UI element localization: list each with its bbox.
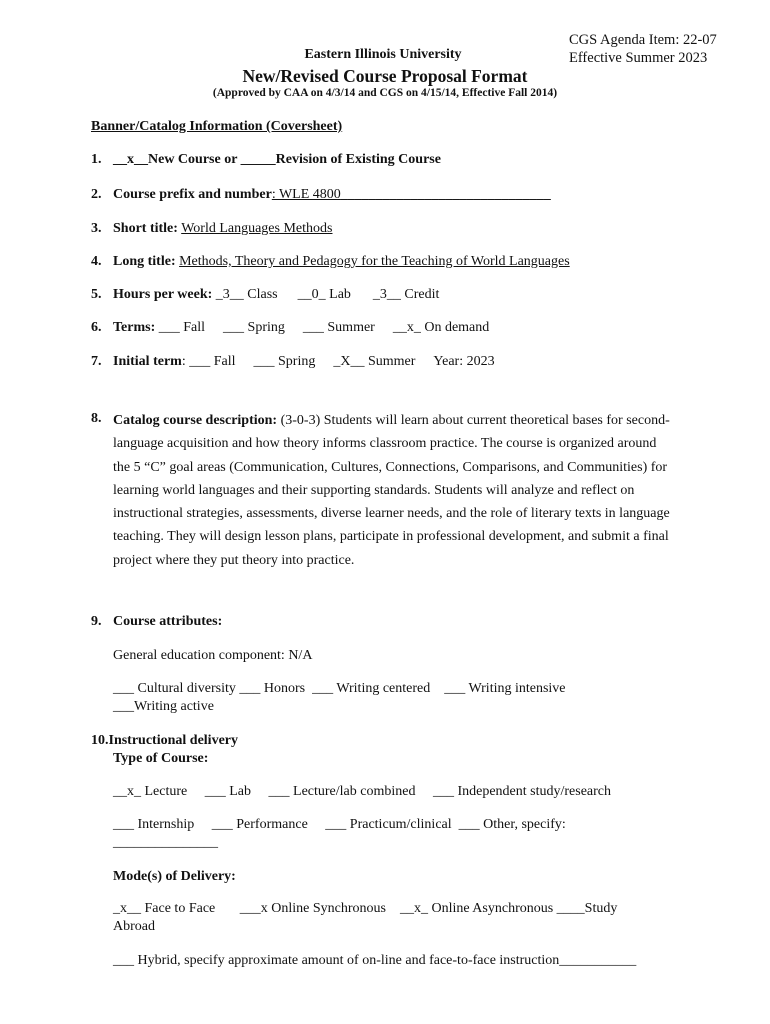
hours-credit: _3__ Credit: [372, 287, 440, 302]
approved-note: (Approved by CAA on 4/3/14 and CGS on 4/15/14, Effective Fall 2014): [212, 87, 558, 99]
item-long-title: [91, 254, 570, 270]
item-number: 1.: [91, 152, 102, 167]
item-number: 10.: [91, 733, 109, 748]
mode-of-delivery-line-1: _x__ Face to Face ___x Online Synchronous __x_ Online Asynchronous ____Study: [113, 901, 618, 916]
course-prefix-value: : WLE 4800: [271, 187, 341, 202]
item-number: 9.: [91, 614, 102, 629]
long-title-value: Methods, Theory and Pedagogy for the Teaching of World Languages: [179, 254, 570, 269]
terms-on-demand: __x_ On demand: [392, 320, 490, 335]
terms-spring: ___ Spring: [223, 320, 285, 335]
item-initial-term: [91, 354, 495, 370]
item-number: 5.: [91, 287, 102, 302]
terms-fall: ___ Fall: [158, 320, 206, 335]
item-hours-per-week: [91, 287, 439, 303]
type-of-course-line-1: __x_ Lecture ___ Lab ___ Lecture/lab combined ___ Independent study/research: [113, 784, 612, 799]
catalog-description-text: (3-0-3) Students will learn about current theoretical bases for second-language acquisition and how theory informs classroom practice. The course is organized around the 5 “C” goal areas (Communication, Cultures, Connections, Comparisons, and Communities) for learning world languages and their supporting standards. Students will analyze and reflect on instructional strategies, assessments, diverse learner needs, and the role of literary texts in language teaching. They will design lesson plans, participate in professional development, and submit a final project where they put theory into practice.: [113, 413, 670, 568]
item-number: 4.: [91, 254, 102, 269]
type-of-course-line-2: ___ Internship ___ Performance ___ Practicum/clinical ___ Other, specify:: [113, 817, 566, 832]
section-heading: Banner/Catalog Information (Coversheet): [91, 119, 343, 134]
catalog-description: [113, 409, 673, 572]
mode-of-delivery-label: Mode(s) of Delivery:: [113, 869, 236, 884]
mode-of-delivery-line-2: Abroad: [113, 919, 155, 934]
terms-label: Terms:: [113, 320, 156, 335]
course-prefix-label: Course prefix and number: [113, 187, 272, 202]
new-or-revision-text: __x__New Course or _____Revision of Existing Course: [113, 152, 441, 167]
course-prefix-blank: ______________________________: [340, 187, 551, 202]
course-attributes-label: Course attributes:: [113, 614, 223, 629]
type-of-course-line-3: _______________: [113, 835, 218, 850]
initial-term-fall: : ___ Fall: [181, 354, 236, 369]
catalog-description-label: Catalog course description:: [113, 413, 278, 428]
agenda-item: CGS Agenda Item: 22-07: [569, 32, 717, 48]
hours-lab: __0_ Lab: [297, 287, 351, 302]
type-of-course-label: Type of Course:: [113, 751, 209, 766]
item-instructional-delivery: [91, 733, 238, 749]
item-course-attributes: [91, 614, 222, 630]
initial-term-year: Year: 2023: [433, 354, 495, 369]
attributes-line-1: ___ Cultural diversity ___ Honors ___ Writing centered ___ Writing intensive: [113, 681, 566, 696]
short-title-value: World Languages Methods: [181, 221, 333, 236]
item-course-prefix: [91, 187, 551, 203]
item-number: 6.: [91, 320, 102, 335]
item-number: 7.: [91, 354, 102, 369]
item-short-title: [91, 221, 332, 237]
terms-summer: ___ Summer: [302, 320, 375, 335]
hours-label: Hours per week:: [113, 287, 213, 302]
hybrid-line: ___ Hybrid, specify approximate amount of on-line and face-to-face instruction___________: [113, 953, 637, 968]
item-number: 2.: [91, 187, 102, 202]
item-number: 8.: [91, 411, 102, 426]
item-new-course: [91, 152, 441, 168]
initial-term-summer: _X__ Summer: [333, 354, 416, 369]
form-title: New/Revised Course Proposal Format: [242, 66, 528, 86]
gen-ed-component: General education component: N/A: [113, 648, 313, 663]
effective-term: Effective Summer 2023: [569, 50, 708, 66]
item-terms: [91, 320, 489, 336]
item-catalog-description-number: [91, 411, 113, 427]
university-name: Eastern Illinois University: [304, 47, 462, 62]
attributes-line-2: ___Writing active: [113, 699, 214, 714]
short-title-label: Short title:: [113, 221, 178, 236]
long-title-label: Long title:: [113, 254, 176, 269]
initial-term-spring: ___ Spring: [253, 354, 316, 369]
item-number: 3.: [91, 221, 102, 236]
initial-term-label: Initial term: [113, 354, 182, 369]
hours-class: _3__ Class: [215, 287, 278, 302]
instructional-delivery-label: Instructional delivery: [108, 733, 238, 748]
